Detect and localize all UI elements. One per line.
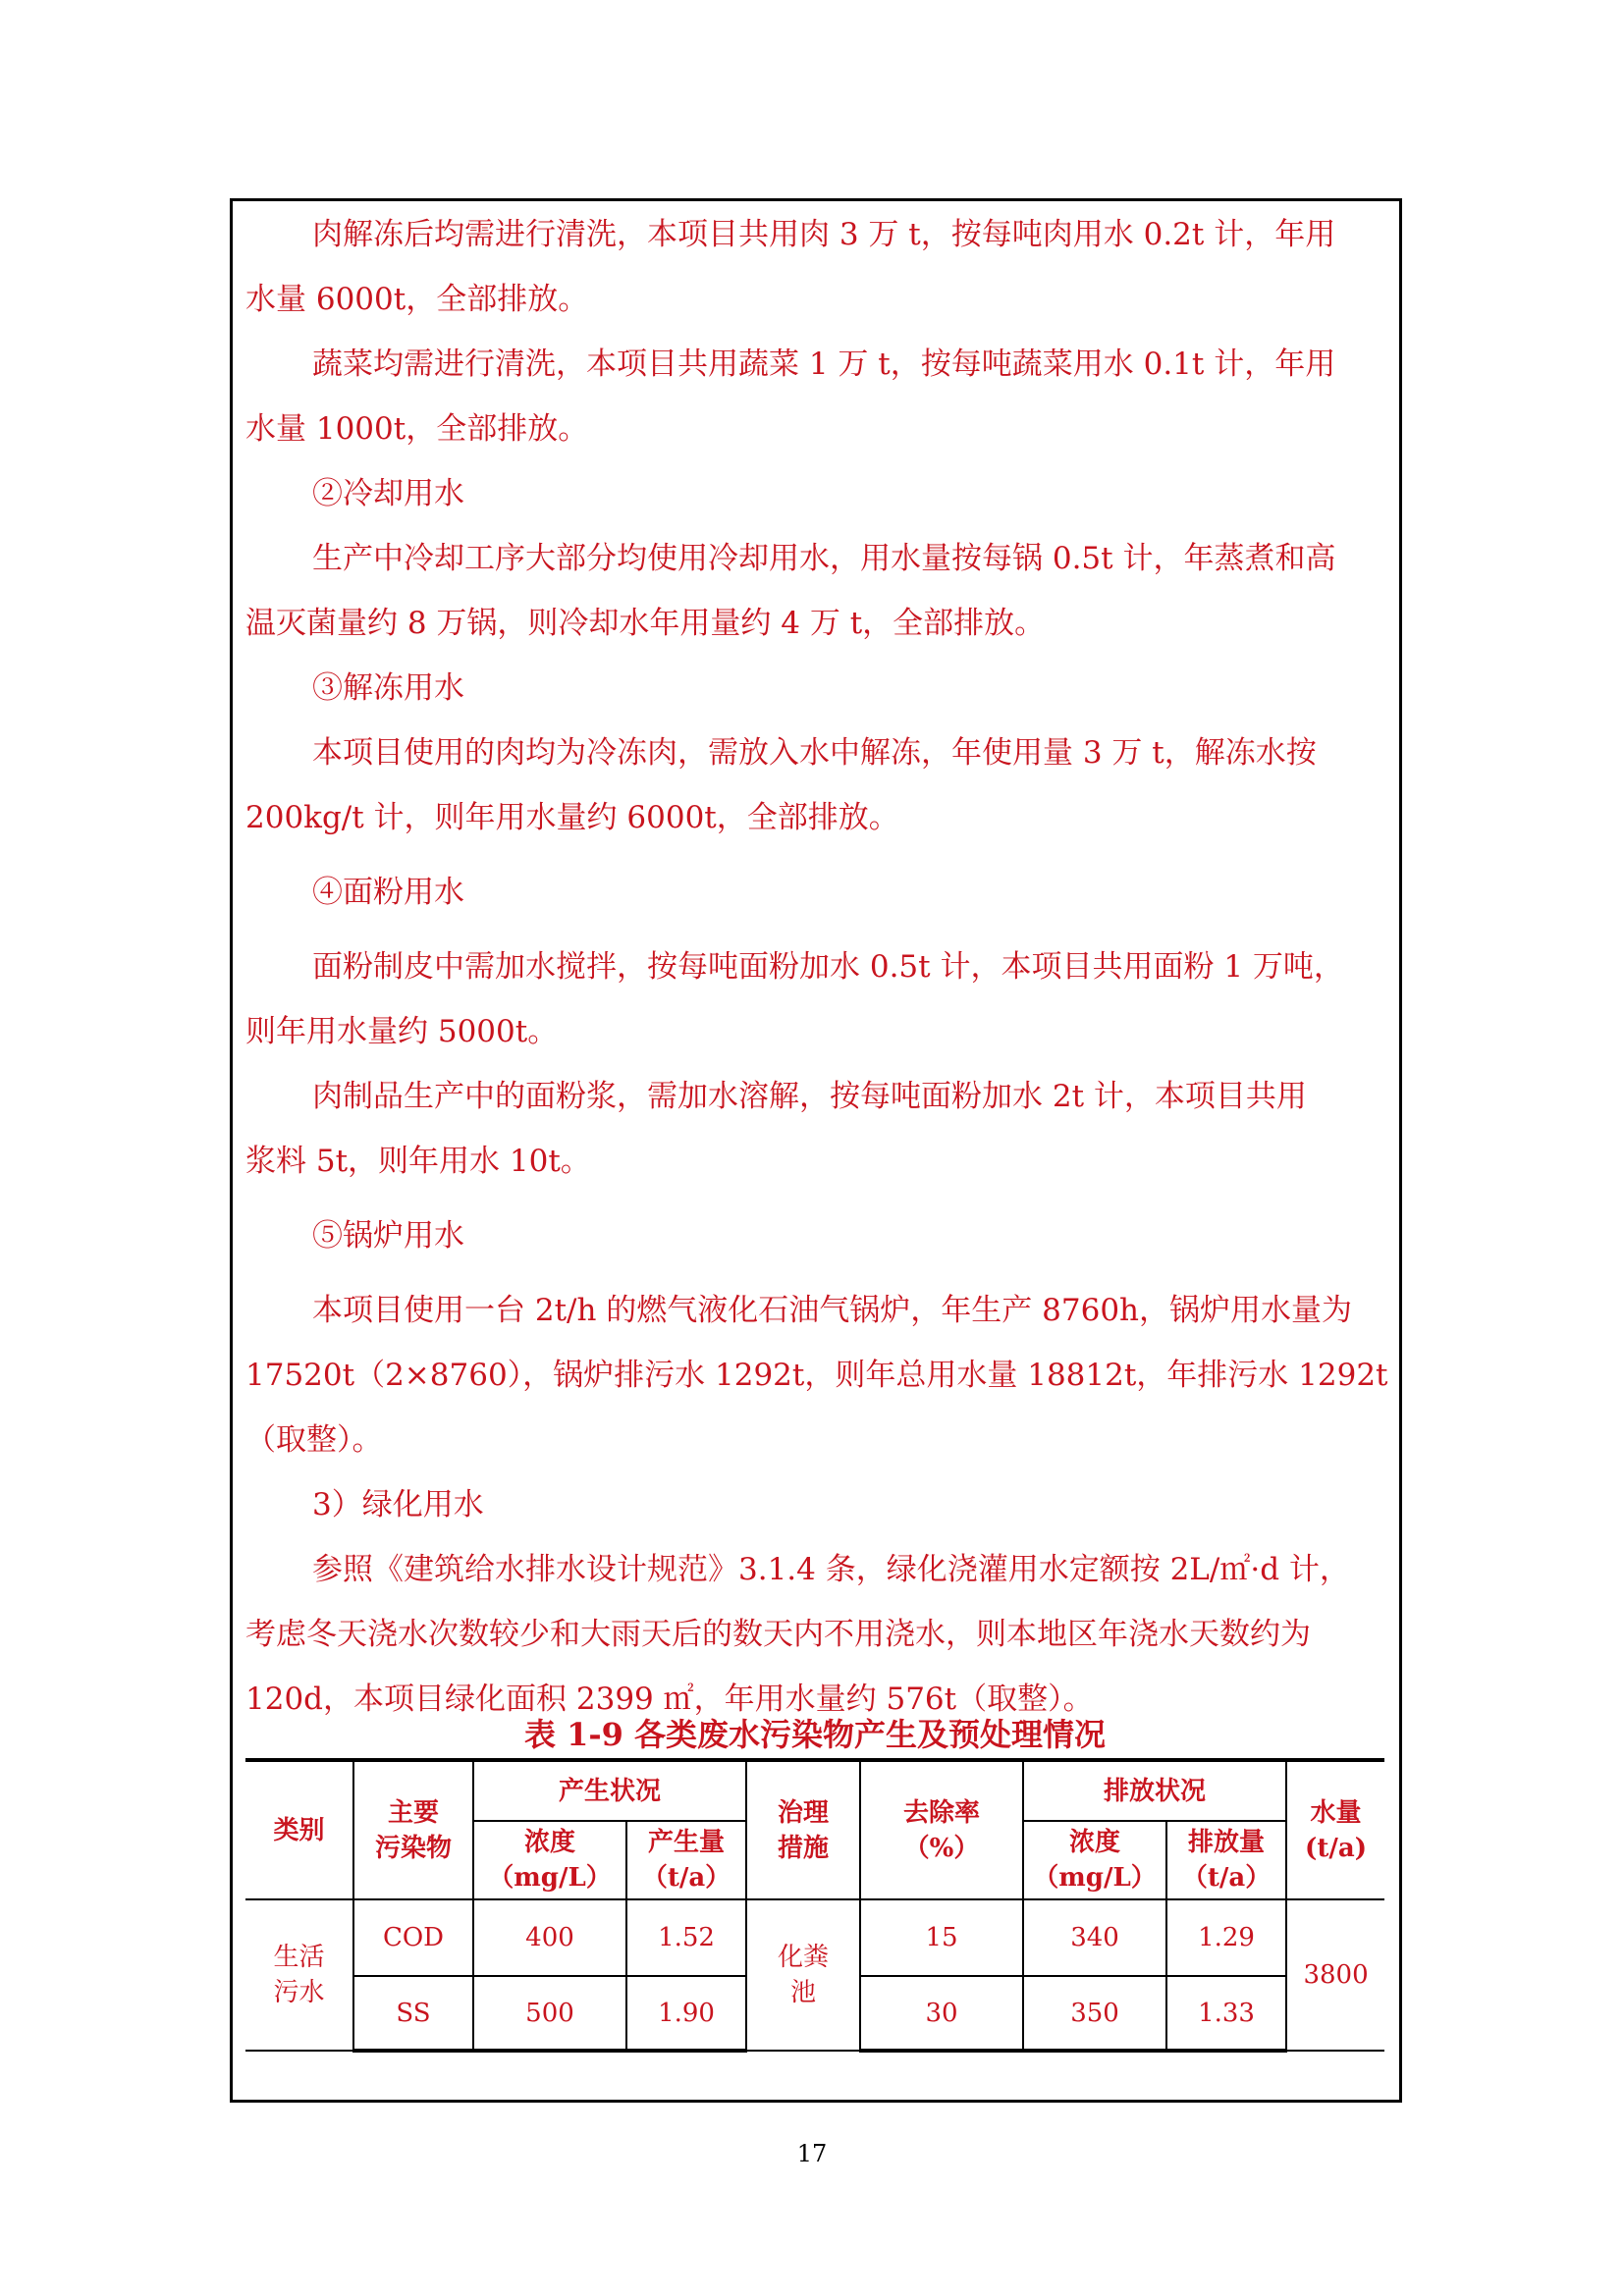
cell-discharge-concentration: 350 [1023, 1976, 1166, 2051]
body-paragraph-line: 本项目使用的肉均为冷冻肉，需放入水中解冻，年使用量 3 万 t，解冻水按 [312, 735, 1317, 771]
body-paragraph-line: 蔬菜均需进行清洗，本项目共用蔬菜 1 万 t，按每吨蔬菜用水 0.1t 计，年用 [312, 347, 1336, 382]
body-paragraph-line: 生产中冷却工序大部分均使用冷却用水，用水量按每锅 0.5t 计，年蒸煮和高 [312, 541, 1336, 576]
header-discharge-status: 排放状况 [1023, 1760, 1286, 1821]
body-paragraph-line: 17520t（2×8760），锅炉排污水 1292t，则年总用水量 18812t，年排污水 1292t [245, 1358, 1388, 1393]
body-paragraph-line: 本项目使用一台 2t/h 的燃气液化石油气锅炉，年生产 8760h，锅炉用水量为 [312, 1293, 1353, 1328]
cell-produce-amount: 1.90 [626, 1976, 746, 2051]
header-produce-amount: 产生量 （t/a） [626, 1821, 746, 1899]
body-paragraph-line: 参照《建筑给水排水设计规范》3.1.4 条，绿化浇灌用水定额按 2L/㎡·d 计， [312, 1552, 1350, 1587]
header-discharge-amount: 排放量 （t/a） [1166, 1821, 1286, 1899]
cell-pollutant: SS [353, 1976, 473, 2051]
section-heading-greening-water: 3）绿化用水 [312, 1487, 484, 1522]
cell-discharge-amount: 1.29 [1166, 1899, 1286, 1976]
header-removal-rate: 去除率 （%） [860, 1760, 1023, 1899]
cell-discharge-concentration: 340 [1023, 1899, 1166, 1976]
wastewater-table [245, 1758, 1384, 2053]
section-heading-boiler-water: ⑤锅炉用水 [312, 1218, 464, 1254]
cell-concentration: 400 [473, 1899, 626, 1976]
body-paragraph-line: 200kg/t 计，则年用水量约 6000t，全部排放。 [245, 800, 899, 835]
cell-produce-amount: 1.52 [626, 1899, 746, 1976]
header-main-pollutant: 主要 污染物 [353, 1760, 473, 1899]
cell-removal-rate: 30 [860, 1976, 1023, 2051]
table-row [245, 1899, 1384, 1976]
header-produce-status: 产生状况 [473, 1760, 746, 1821]
body-paragraph-line: 水量 1000t，全部排放。 [245, 411, 589, 447]
cell-concentration: 500 [473, 1976, 626, 2051]
cell-treatment: 化粪 池 [746, 1899, 860, 2051]
page-number: 17 [796, 2140, 828, 2167]
header-treatment: 治理 措施 [746, 1760, 860, 1899]
cell-category: 生活 污水 [245, 1899, 353, 2051]
body-paragraph-line: 温灭菌量约 8 万锅，则冷却水年用量约 4 万 t，全部排放。 [245, 606, 1046, 641]
cell-discharge-amount: 1.33 [1166, 1976, 1286, 2051]
section-heading-thaw-water: ③解冻用水 [312, 670, 464, 706]
header-discharge-concentration: 浓度 （mg/L） [1023, 1821, 1166, 1899]
cell-removal-rate: 15 [860, 1899, 1023, 1976]
body-paragraph-line: 考虑冬天浇水次数较少和大雨天后的数天内不用浇水，则本地区年浇水天数约为 [245, 1617, 1311, 1652]
body-paragraph-line: （取整）。 [245, 1422, 383, 1458]
body-paragraph-line: 则年用水量约 5000t。 [245, 1014, 559, 1049]
header-produce-concentration: 浓度 （mg/L） [473, 1821, 626, 1899]
section-heading-flour-water: ④面粉用水 [312, 875, 464, 910]
cell-pollutant: COD [353, 1899, 473, 1976]
body-paragraph-line: 120d，本项目绿化面积 2399 ㎡，年用水量约 576t（取整）。 [245, 1682, 1094, 1717]
body-paragraph-line: 水量 6000t，全部排放。 [245, 282, 589, 317]
body-paragraph-line: 肉制品生产中的面粉浆，需加水溶解，按每吨面粉加水 2t 计，本项目共用 [312, 1079, 1307, 1114]
header-category: 类别 [245, 1760, 353, 1899]
body-paragraph-line: 浆料 5t，则年用水 10t。 [245, 1144, 591, 1179]
section-heading-cooling-water: ②冷却用水 [312, 476, 464, 511]
table-caption: 表 1-9 各类废水污染物产生及预处理情况 [523, 1716, 1107, 1753]
header-water-volume: 水量 (t/a) [1286, 1760, 1384, 1899]
body-paragraph-line: 面粉制皮中需加水搅拌，按每吨面粉加水 0.5t 计，本项目共用面粉 1 万吨， [312, 949, 1344, 985]
body-paragraph-line: 肉解冻后均需进行清洗，本项目共用肉 3 万 t，按每吨肉用水 0.2t 计，年用 [312, 217, 1336, 252]
cell-water-volume: 3800 [1286, 1899, 1384, 2051]
